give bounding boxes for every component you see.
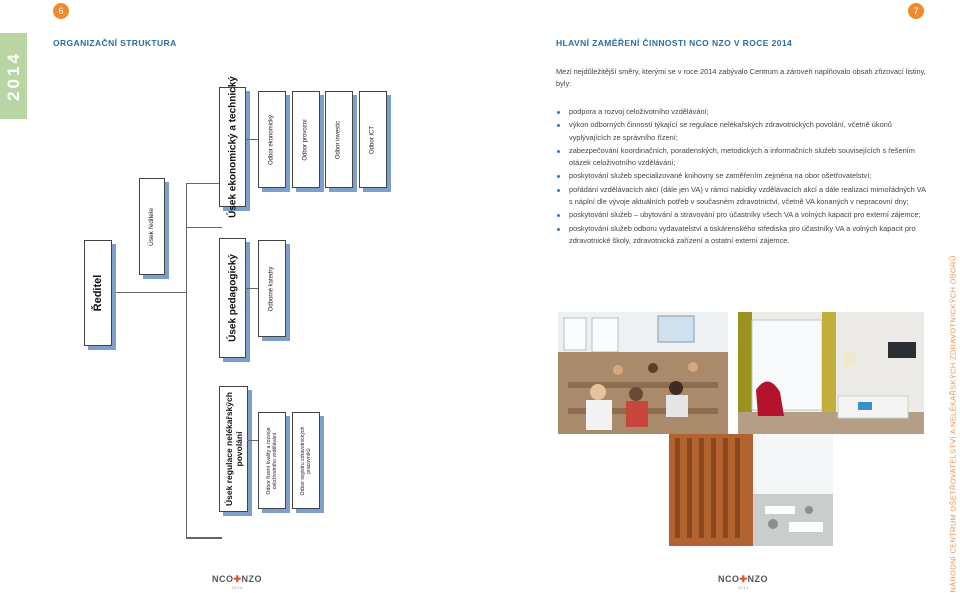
logo-text-left: NCO [212,574,234,584]
unit-kvalita-label: Odbor řízení kvality a rozvoje celoživotního vzdělávání [265,426,278,495]
list-item: poskytování služeb specializované knihovny se zaměřením zejména na obor ošetřovatelství; [556,170,928,182]
director-box [84,240,112,346]
econ-unit-box [325,91,353,188]
director-office-box [139,178,165,275]
reg-section-box [219,386,248,512]
list-item: poskytování služeb odboru vydavatelství a tiskárenského střediska pro účastníky VA a volných kapacit pro zdravotnické školy, zdravotnická zařízení a ostatní externí zájemce. [556,223,928,248]
econ-unit-box [359,91,387,188]
logo-sub: 2014 [737,585,749,590]
plus-icon: ✚ [233,574,242,584]
unit-provozni-label: Odbor provozní [302,118,309,161]
connector-line [186,183,187,537]
econ-section-label: Úsek ekonomický a technický [227,76,238,218]
list-item: pořádání vzdělávacích akcí (dále jen VA) v rámci nabídky vzdělávacích akcí a dále realizaci mimořádných VA s náplní dle vývoje aktuálních potřeb v současném zdravotnictví, včetně VA konaných v nepracovní dny; [556,184,928,209]
connector-line [111,292,187,293]
page-number-right: 7 [908,3,924,19]
list-item: poskytování služeb – ubytování a stravování pro účastníky všech VA a volných kapacit pro externí zájemce; [556,209,928,221]
photo-lecture-hall [558,312,728,434]
director-office-label: Úsek ředitele [148,207,156,246]
reg-unit-box [258,412,286,509]
side-org-name-label: NÁRODNÍ CENTRUM OŠETŘOVATELSTVÍ A NELÉKAŘSKÝCH ZDRAVOTNICKÝCH OBORŮ [948,255,958,593]
main-heading: HLAVNÍ ZAMĚŘENÍ ČINNOSTI NCO NZO V ROCE 2014 [556,38,793,48]
photo-hotel-room [738,312,924,434]
econ-section-box [219,76,246,218]
ped-section-label: Úsek pedagogický [227,254,238,342]
logo-sub: 2014 [231,585,243,590]
logo-text-right: NZO [241,574,263,584]
econ-unit-box [292,91,320,188]
page-number-left: 6 [53,3,69,19]
unit-investic-label: Odbor investic [335,120,342,159]
unit-ict-label: Odbor ICT [369,125,376,154]
reg-unit-box [292,412,320,509]
logo-right [718,574,768,590]
plus-icon: ✚ [739,574,748,584]
unit-registr-label: Odbor registru zdravotnických pracovníků [299,426,312,495]
connector-line [245,288,259,289]
year-label: 2014 [3,51,23,101]
logo-left [212,574,262,590]
ped-section-box [219,238,246,358]
unit-ekonomicky-label: Odbor ekonomický [268,114,275,165]
reg-section-label: Úsek regulace nelékařských povolání [223,392,244,506]
org-heading: ORGANIZAČNÍ STRUKTURA [53,38,177,48]
photo-dining-room [669,434,833,546]
activities-list [556,106,928,248]
list-item: podpora a rozvoj celoživotního vzdělávání; [556,106,928,118]
connector-line [186,227,222,228]
list-item: výkon odborných činností týkající se regulace nelékařských zdravotnických povolání, včetně úkonů vyplývajících ze správního řízení; [556,119,928,144]
ped-unit-box [258,240,286,337]
director-label: Ředitel [92,274,104,312]
unit-katedry-label: Odborné katedry [268,266,275,311]
year-tab [0,33,27,119]
logo-text-left: NCO [718,574,740,584]
connector-line [186,538,222,539]
logo-text-right: NZO [747,574,769,584]
econ-unit-box [258,91,286,188]
connector-line [186,183,222,184]
intro-paragraph: Mezi nejdůležitější směry, kterými se v roce 2014 zabývalo Centrum a zároveň naplňovalo obsah zřizovací listiny, byly: [556,67,926,88]
side-org-name [942,255,960,593]
connector-line [245,139,259,140]
list-item: zabezpečování koordinačních, poradenských, metodických a informačních služeb souvisejících s řešením otázek celoživotního vzdělávání; [556,145,928,170]
